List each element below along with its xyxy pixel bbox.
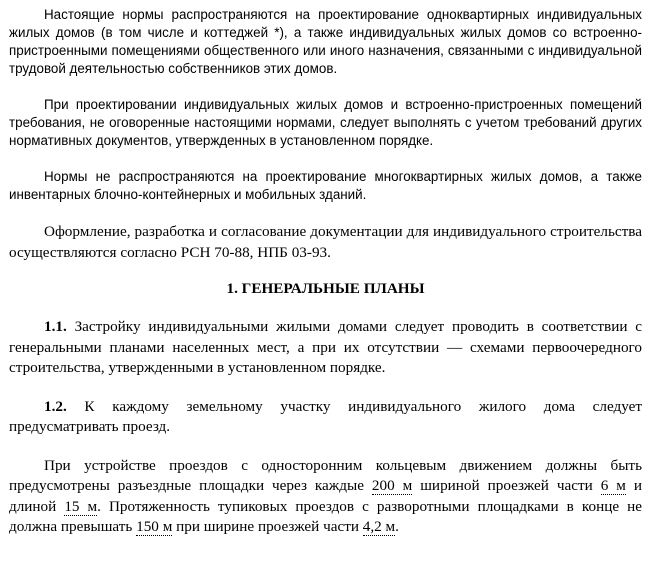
- text-fragment: . Протяженность тупиковых проездов с разворотными площадками в конце не должна превышать: [9, 497, 642, 535]
- driveways-paragraph: [9, 456, 642, 538]
- text-fragment: при ширине проезжей части: [172, 518, 363, 535]
- clause-text: Застройку индивидуальными жилыми домами следует проводить в соответствии с генеральными планами населенных мест, а при их отсутствии — схемами первоочередного строительства, утвержденными в установленном порядке.: [9, 318, 642, 376]
- clause-text: К каждому земельному участку индивидуального жилого дома следует предусматривать проезд.: [9, 397, 642, 435]
- measurement-value: 150 м: [136, 518, 173, 535]
- text-fragment: При устройстве проездов с односторонним кольцевым движением должны быть предусмотрены разъездные площадки через каждые: [9, 456, 642, 494]
- intro-paragraph-exclusions: Нормы не распространяются на проектирование многоквартирных жилых домов, а также инвентарных блочно-контейнерных и мобильных зданий.: [9, 169, 642, 202]
- clause-1-2: [9, 397, 642, 438]
- measurement-value: 15 м: [64, 497, 98, 515]
- clause-number: 1.2.: [44, 397, 67, 415]
- measurement-value: 6 м: [600, 477, 626, 494]
- clause-number: 1.1.: [44, 318, 67, 335]
- intro-paragraph-documentation: Оформление, разработка и согласование документации для индивидуального строительства осуществляются согласно РСН 70-88, НПБ 03-93.: [9, 223, 642, 261]
- text-fragment: шириной проезжей части: [412, 477, 601, 494]
- intro-paragraph-requirements: При проектировании индивидуальных жилых домов и встроенно-пристроенных помещений требования, не оговоренные настоящими нормами, следует выполнять с учетом требований других нормативных документов, утвержденных в установленном порядке.: [9, 97, 642, 148]
- text-fragment: и длиной: [9, 477, 642, 515]
- intro-paragraph-scope: Настоящие нормы распространяются на проектирование одноквартирных индивидуальных жилых домов (в том числе и коттеджей *), а также индивидуальных жилых домов со встроенно-пристроенными помещениями общественного или иного назначения, связанными с индивидуальной трудовой деятельностью собственников этих домов.: [9, 7, 642, 76]
- section-heading-general-plans: 1. ГЕНЕРАЛЬНЫЕ ПЛАНЫ: [226, 280, 425, 297]
- text-fragment: .: [395, 518, 399, 535]
- measurement-value: 200 м: [371, 477, 413, 494]
- measurement-value: 4,2 м: [362, 518, 396, 535]
- clause-1-1: [9, 317, 642, 379]
